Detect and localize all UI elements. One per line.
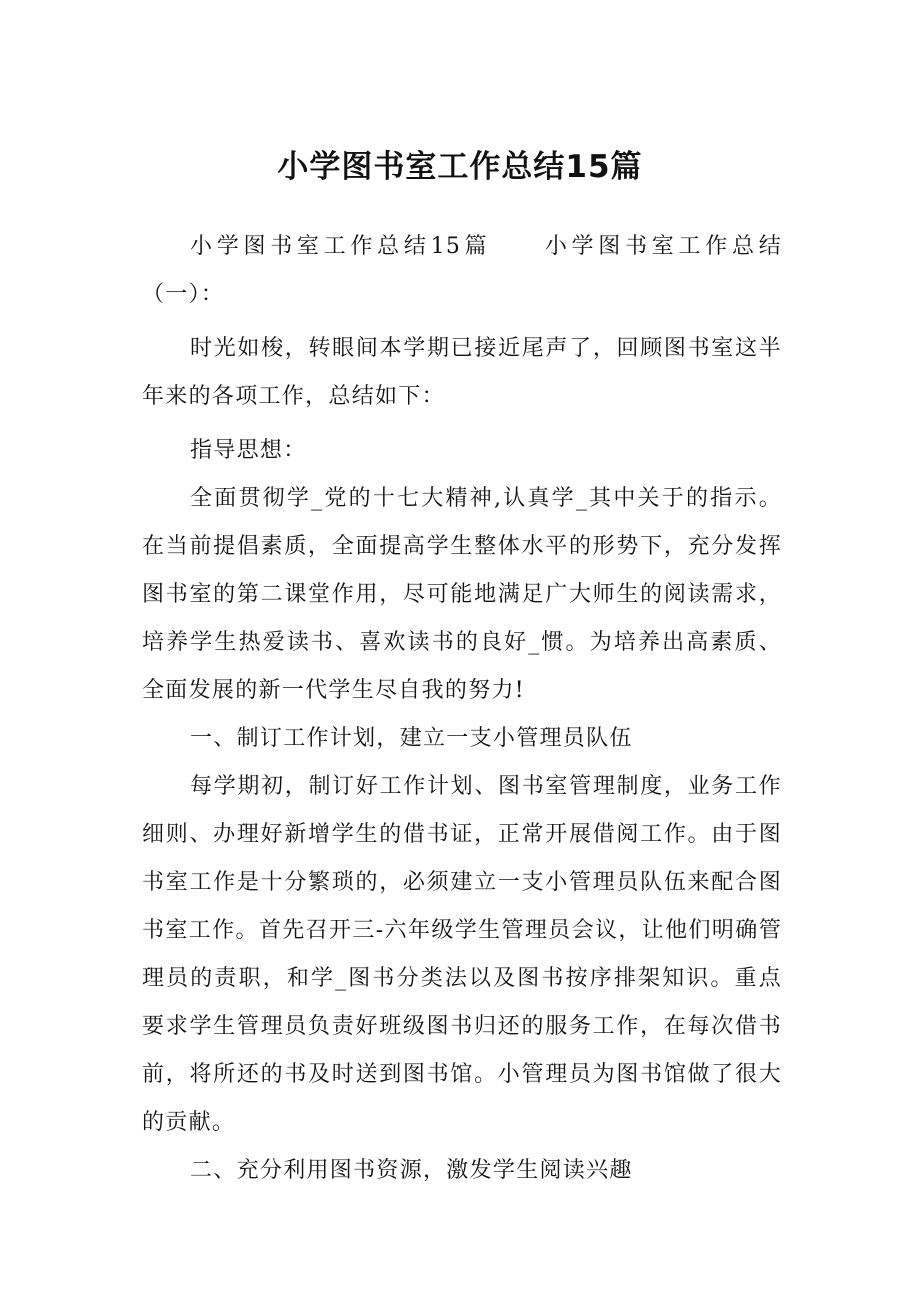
section-heading-1: 一、制订工作计划，建立一支小管理员队伍 — [190, 726, 633, 751]
paragraph-guiding-thought-heading: 指导思想： — [190, 438, 307, 463]
paragraph-opening: 时光如梭，转眼间本学期已接近尾声了，回顾图书室这半年来的各项工作，总结如下： — [142, 336, 782, 409]
paragraph-guiding-thought: 全面贯彻学_党的十七大精神,认真学_其中关于的指示。在当前提倡素质，全面提高学生整体水平的形势下，充分发挥图书室的第二课堂作用，尽可能地满足广大师生的阅读需求，培养学生热爱读书、喜欢读书的良好_惯。为培养出高素质、全面发展的新一代学生尽自我的努力! — [142, 486, 782, 703]
section-heading-2: 二、充分利用图书资源，激发学生阅读兴趣 — [190, 1158, 633, 1183]
document-body — [142, 223, 782, 1195]
document-title: 小学图书室工作总结15篇 — [277, 149, 643, 185]
paragraph-section-1: 每学期初，制订好工作计划、图书室管理制度，业务工作细则、办理好新增学生的借书证，正常开展借阅工作。由于图书室工作是十分繁琐的，必须建立一支小管理员队伍来配合图书室工作。首先召开三-六年级学生管理员会议，让他们明确管理员的责职，和学_图书分类法以及图书按序排架知识。重点要求学生管理员负责好班级图书归还的服务工作，在每次借书前，将所还的书及时送到图书馆。小管理员为图书馆做了很大的贡献。 — [142, 774, 782, 1135]
intro-paragraph: 小学图书室工作总结15篇 小学图书室工作总结（一）： — [142, 234, 782, 307]
